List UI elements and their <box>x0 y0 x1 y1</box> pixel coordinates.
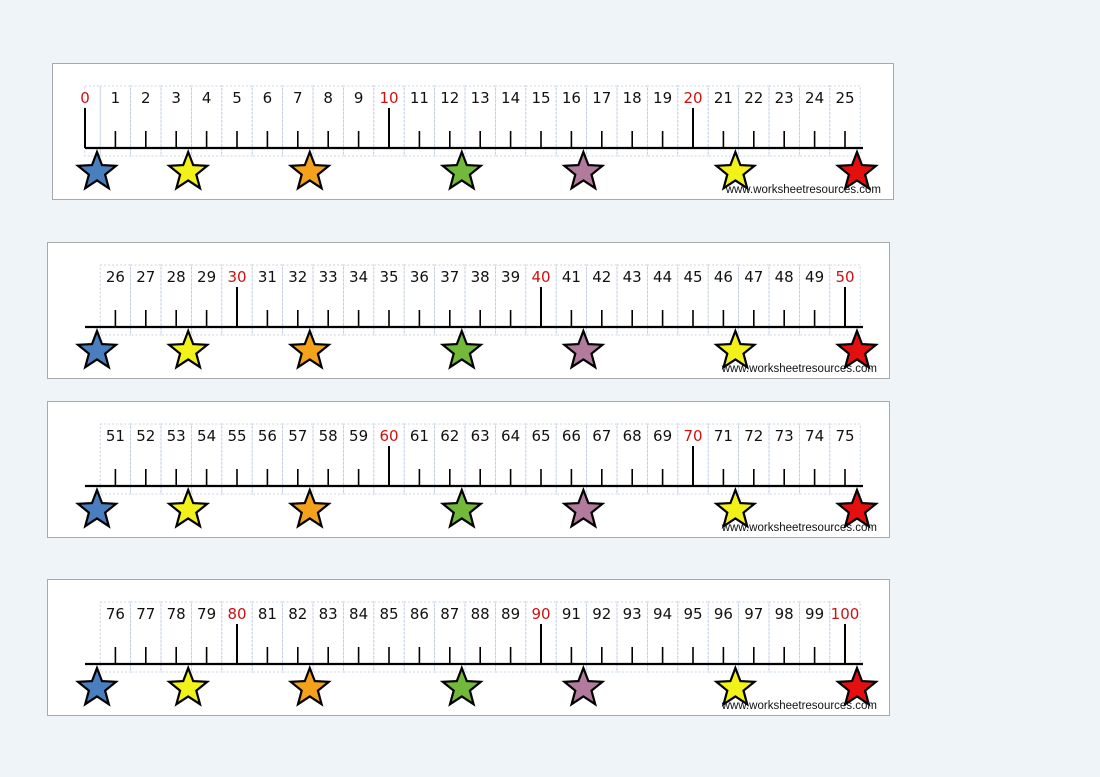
star-icon <box>564 668 602 704</box>
number-label-91: 91 <box>561 605 581 623</box>
number-label-4: 4 <box>201 89 212 107</box>
star-icon <box>443 331 481 367</box>
number-label-69: 69 <box>653 427 673 445</box>
number-label-73: 73 <box>774 427 794 445</box>
number-label-9: 9 <box>353 89 364 107</box>
number-label-7: 7 <box>293 89 303 107</box>
number-label-93: 93 <box>622 605 642 623</box>
website-credit: www.worksheetresources.com <box>721 363 877 375</box>
number-label-67: 67 <box>592 427 612 445</box>
number-label-21: 21 <box>713 89 733 107</box>
star-icon <box>291 152 329 188</box>
number-label-80: 80 <box>227 605 247 623</box>
number-label-11: 11 <box>409 89 429 107</box>
number-label-83: 83 <box>318 605 338 623</box>
number-label-29: 29 <box>197 268 217 286</box>
star-icon <box>716 668 754 704</box>
number-label-39: 39 <box>501 268 521 286</box>
number-label-35: 35 <box>379 268 399 286</box>
number-label-24: 24 <box>805 89 825 107</box>
star-icon <box>169 490 207 526</box>
number-label-20: 20 <box>683 89 703 107</box>
number-label-13: 13 <box>470 89 490 107</box>
number-label-66: 66 <box>561 427 581 445</box>
star-icon <box>291 490 329 526</box>
number-label-58: 58 <box>318 427 338 445</box>
strip-51-75 <box>47 401 890 538</box>
number-label-38: 38 <box>470 268 490 286</box>
number-label-42: 42 <box>592 268 612 286</box>
number-label-40: 40 <box>531 268 551 286</box>
number-label-25: 25 <box>835 89 855 107</box>
number-label-27: 27 <box>136 268 156 286</box>
number-label-23: 23 <box>774 89 794 107</box>
number-label-99: 99 <box>805 605 825 623</box>
number-label-46: 46 <box>713 268 733 286</box>
number-label-75: 75 <box>835 427 855 445</box>
number-label-85: 85 <box>379 605 399 623</box>
number-label-12: 12 <box>440 89 460 107</box>
star-icon <box>838 668 876 704</box>
number-label-76: 76 <box>105 605 125 623</box>
star-icon <box>443 668 481 704</box>
number-label-59: 59 <box>349 427 369 445</box>
number-label-78: 78 <box>166 605 186 623</box>
number-label-64: 64 <box>501 427 521 445</box>
number-label-89: 89 <box>501 605 521 623</box>
number-label-63: 63 <box>470 427 490 445</box>
number-label-28: 28 <box>166 268 186 286</box>
star-icon <box>443 152 481 188</box>
number-label-48: 48 <box>774 268 794 286</box>
number-label-77: 77 <box>136 605 156 623</box>
number-label-8: 8 <box>323 89 333 107</box>
number-label-51: 51 <box>105 427 125 445</box>
number-label-55: 55 <box>227 427 247 445</box>
number-label-17: 17 <box>592 89 612 107</box>
star-icon <box>169 152 207 188</box>
number-label-98: 98 <box>774 605 794 623</box>
star-icon <box>78 331 116 367</box>
number-label-47: 47 <box>744 268 764 286</box>
star-icon <box>78 490 116 526</box>
number-label-56: 56 <box>257 427 277 445</box>
strip-26-50 <box>47 242 890 379</box>
number-label-3: 3 <box>171 89 181 107</box>
number-label-45: 45 <box>683 268 703 286</box>
number-label-10: 10 <box>379 89 399 107</box>
star-icon <box>838 331 876 367</box>
number-label-33: 33 <box>318 268 338 286</box>
number-label-95: 95 <box>683 605 703 623</box>
number-label-92: 92 <box>592 605 612 623</box>
number-label-18: 18 <box>622 89 642 107</box>
number-label-30: 30 <box>227 268 247 286</box>
star-icon <box>564 331 602 367</box>
star-icon <box>291 331 329 367</box>
star-icon <box>716 331 754 367</box>
number-label-19: 19 <box>653 89 673 107</box>
number-label-87: 87 <box>440 605 460 623</box>
strip-76-100 <box>47 579 890 716</box>
number-label-6: 6 <box>262 89 273 107</box>
number-label-62: 62 <box>440 427 460 445</box>
number-label-22: 22 <box>744 89 764 107</box>
number-label-36: 36 <box>409 268 429 286</box>
star-icon <box>564 152 602 188</box>
number-label-96: 96 <box>713 605 733 623</box>
number-label-61: 61 <box>409 427 429 445</box>
star-icon <box>716 490 754 526</box>
number-label-15: 15 <box>531 89 551 107</box>
number-label-100: 100 <box>830 605 860 623</box>
number-label-86: 86 <box>409 605 429 623</box>
strip-0-25 <box>52 63 894 200</box>
website-credit: www.worksheetresources.com <box>721 522 877 534</box>
number-label-50: 50 <box>835 268 855 286</box>
star-icon <box>78 152 116 188</box>
number-label-79: 79 <box>197 605 217 623</box>
number-line <box>53 64 895 201</box>
star-icon <box>291 668 329 704</box>
star-icon <box>169 331 207 367</box>
number-label-5: 5 <box>232 89 242 107</box>
number-label-43: 43 <box>622 268 642 286</box>
website-credit: www.worksheetresources.com <box>721 700 877 712</box>
number-label-94: 94 <box>653 605 673 623</box>
number-label-90: 90 <box>531 605 551 623</box>
number-label-82: 82 <box>288 605 308 623</box>
star-icon <box>169 668 207 704</box>
number-label-68: 68 <box>622 427 642 445</box>
number-label-81: 81 <box>257 605 277 623</box>
number-label-37: 37 <box>440 268 460 286</box>
star-icon <box>564 490 602 526</box>
number-label-34: 34 <box>349 268 369 286</box>
number-label-32: 32 <box>288 268 308 286</box>
star-icon <box>78 668 116 704</box>
number-label-52: 52 <box>136 427 156 445</box>
number-label-0: 0 <box>80 89 90 107</box>
number-label-71: 71 <box>713 427 733 445</box>
number-label-57: 57 <box>288 427 308 445</box>
number-label-60: 60 <box>379 427 399 445</box>
star-icon <box>443 490 481 526</box>
star-icon <box>838 152 876 188</box>
number-label-49: 49 <box>805 268 825 286</box>
number-label-74: 74 <box>805 427 825 445</box>
number-label-53: 53 <box>166 427 186 445</box>
star-icon <box>716 152 754 188</box>
number-line <box>48 243 891 380</box>
number-label-84: 84 <box>349 605 369 623</box>
number-label-44: 44 <box>653 268 673 286</box>
number-label-70: 70 <box>683 427 703 445</box>
number-label-16: 16 <box>561 89 581 107</box>
number-label-41: 41 <box>561 268 581 286</box>
number-label-14: 14 <box>501 89 521 107</box>
star-icon <box>838 490 876 526</box>
number-label-31: 31 <box>257 268 277 286</box>
number-label-72: 72 <box>744 427 764 445</box>
number-label-65: 65 <box>531 427 551 445</box>
website-credit: www.worksheetresources.com <box>725 184 881 196</box>
number-label-2: 2 <box>141 89 151 107</box>
number-line <box>48 580 891 717</box>
number-label-97: 97 <box>744 605 764 623</box>
number-label-1: 1 <box>110 89 121 107</box>
number-label-26: 26 <box>105 268 125 286</box>
number-label-54: 54 <box>197 427 217 445</box>
number-label-88: 88 <box>470 605 490 623</box>
number-line <box>48 402 891 539</box>
